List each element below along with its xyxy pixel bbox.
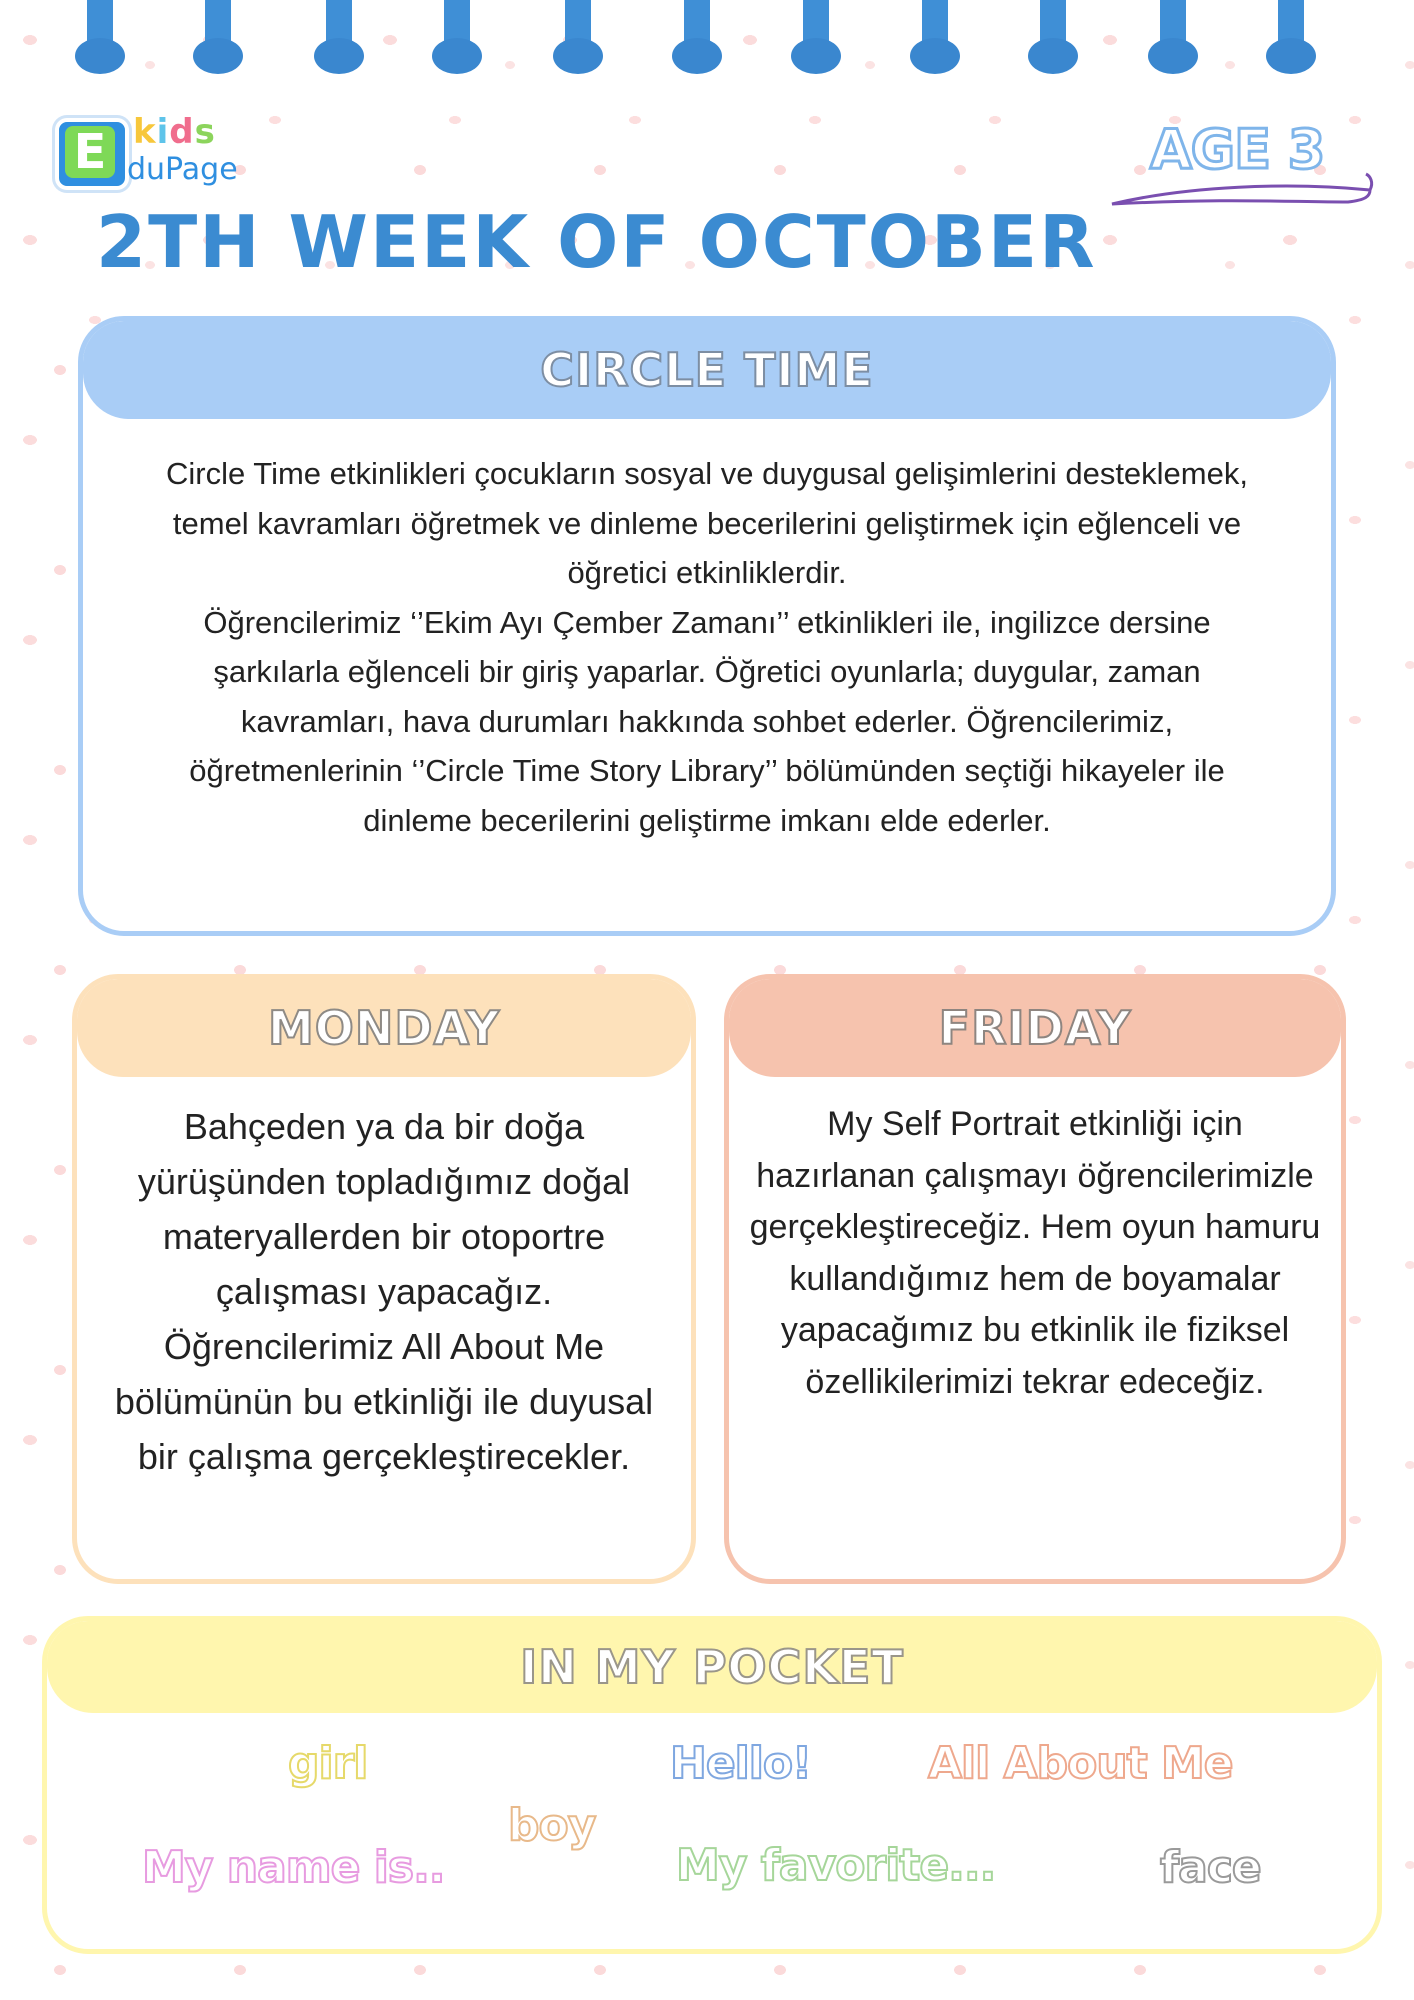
binder-ring: [922, 0, 948, 60]
binder-ring: [1278, 0, 1304, 60]
pocket-word-hello: Hello!: [670, 1738, 812, 1789]
binder-ring: [205, 0, 231, 60]
logo-dupage-text: duPage: [127, 152, 238, 187]
logo-kids-letter: k: [133, 112, 157, 152]
monday-text: Bahçeden ya da bir doğa yürüşünden topladığımız doğal materyallerden bir otoportre çalışması yapacağız. Öğrencilerimiz All About Me bölümünün bu etkinliği ile duyusal bir çalışma gerçekleştirecekler.: [114, 1106, 654, 1477]
logo-e-badge: [55, 118, 129, 190]
circle-time-title: CIRCLE TIME: [83, 321, 1331, 419]
friday-text: My Self Portrait etkinliği için hazırlanan çalışmayı öğrencilerimizle gerçekleştireceğiz. Hem oyun hamuru kullandığımız hem de boyamalar yapacağımız bu etkinlik ile fiziksel özellikilerimizi tekrar edeceğiz.: [749, 1105, 1321, 1401]
logo-kids-letter: d: [169, 112, 195, 152]
binder-rings: [0, 0, 1414, 100]
binder-ring: [444, 0, 470, 60]
binder-ring: [684, 0, 710, 60]
pocket-word-boy: boy: [508, 1800, 596, 1851]
binder-ring: [1160, 0, 1186, 60]
binder-ring: [803, 0, 829, 60]
friday-card: [724, 974, 1346, 1584]
kids-edupage-logo: [55, 112, 238, 190]
pocket-word-my-favorite: My favorite...: [676, 1840, 996, 1891]
binder-ring: [326, 0, 352, 60]
logo-kids-text: [133, 112, 216, 152]
circle-time-card: [78, 316, 1336, 936]
circle-time-paragraph: Circle Time etkinlikleri çocukların sosyal ve duygusal gelişimlerini desteklemek, temel kavramları öğretmek ve dinleme becerilerini geliştirmek için eğlenceli ve öğretici etkinliklerdir.: [166, 456, 1248, 590]
circle-time-text: [83, 419, 1331, 845]
in-my-pocket-title: IN MY POCKET: [47, 1621, 1377, 1713]
pocket-word-my-name-is: My name is..: [142, 1842, 445, 1893]
logo-letter: E: [65, 126, 115, 178]
pocket-word-face: face: [1160, 1842, 1261, 1893]
page-title: 2TH WEEK OF OCTOBER: [96, 200, 1097, 284]
logo-kids-letter: s: [194, 112, 216, 152]
age-underline-swoosh: [1108, 172, 1378, 212]
pocket-word-all-about-me: All About Me: [928, 1738, 1233, 1789]
friday-title: FRIDAY: [729, 979, 1341, 1077]
monday-card: [72, 974, 696, 1584]
age-badge: AGE 3: [1150, 118, 1325, 181]
binder-ring: [1040, 0, 1066, 60]
pocket-word-girl: girl: [288, 1738, 368, 1789]
binder-ring: [565, 0, 591, 60]
binder-ring: [87, 0, 113, 60]
circle-time-paragraph: Öğrencilerimiz ‘’Ekim Ayı Çember Zamanı’’ etkinlikleri ile, ingilizce dersine şarkılarla eğlenceli bir giriş yaparlar. Öğretici oyunlarla; duygular, zaman kavramları, hava durumları hakkında sohbet ederler. Öğrencilerimiz, öğretmenlerinin ‘’Circle Time Story Library’’ bölümünden seçtiği hikayeler ile dinleme becerilerini geliştirme imkanı elde ederler.: [189, 604, 1225, 838]
monday-title: MONDAY: [77, 979, 691, 1077]
logo-kids-letter: i: [156, 112, 170, 152]
